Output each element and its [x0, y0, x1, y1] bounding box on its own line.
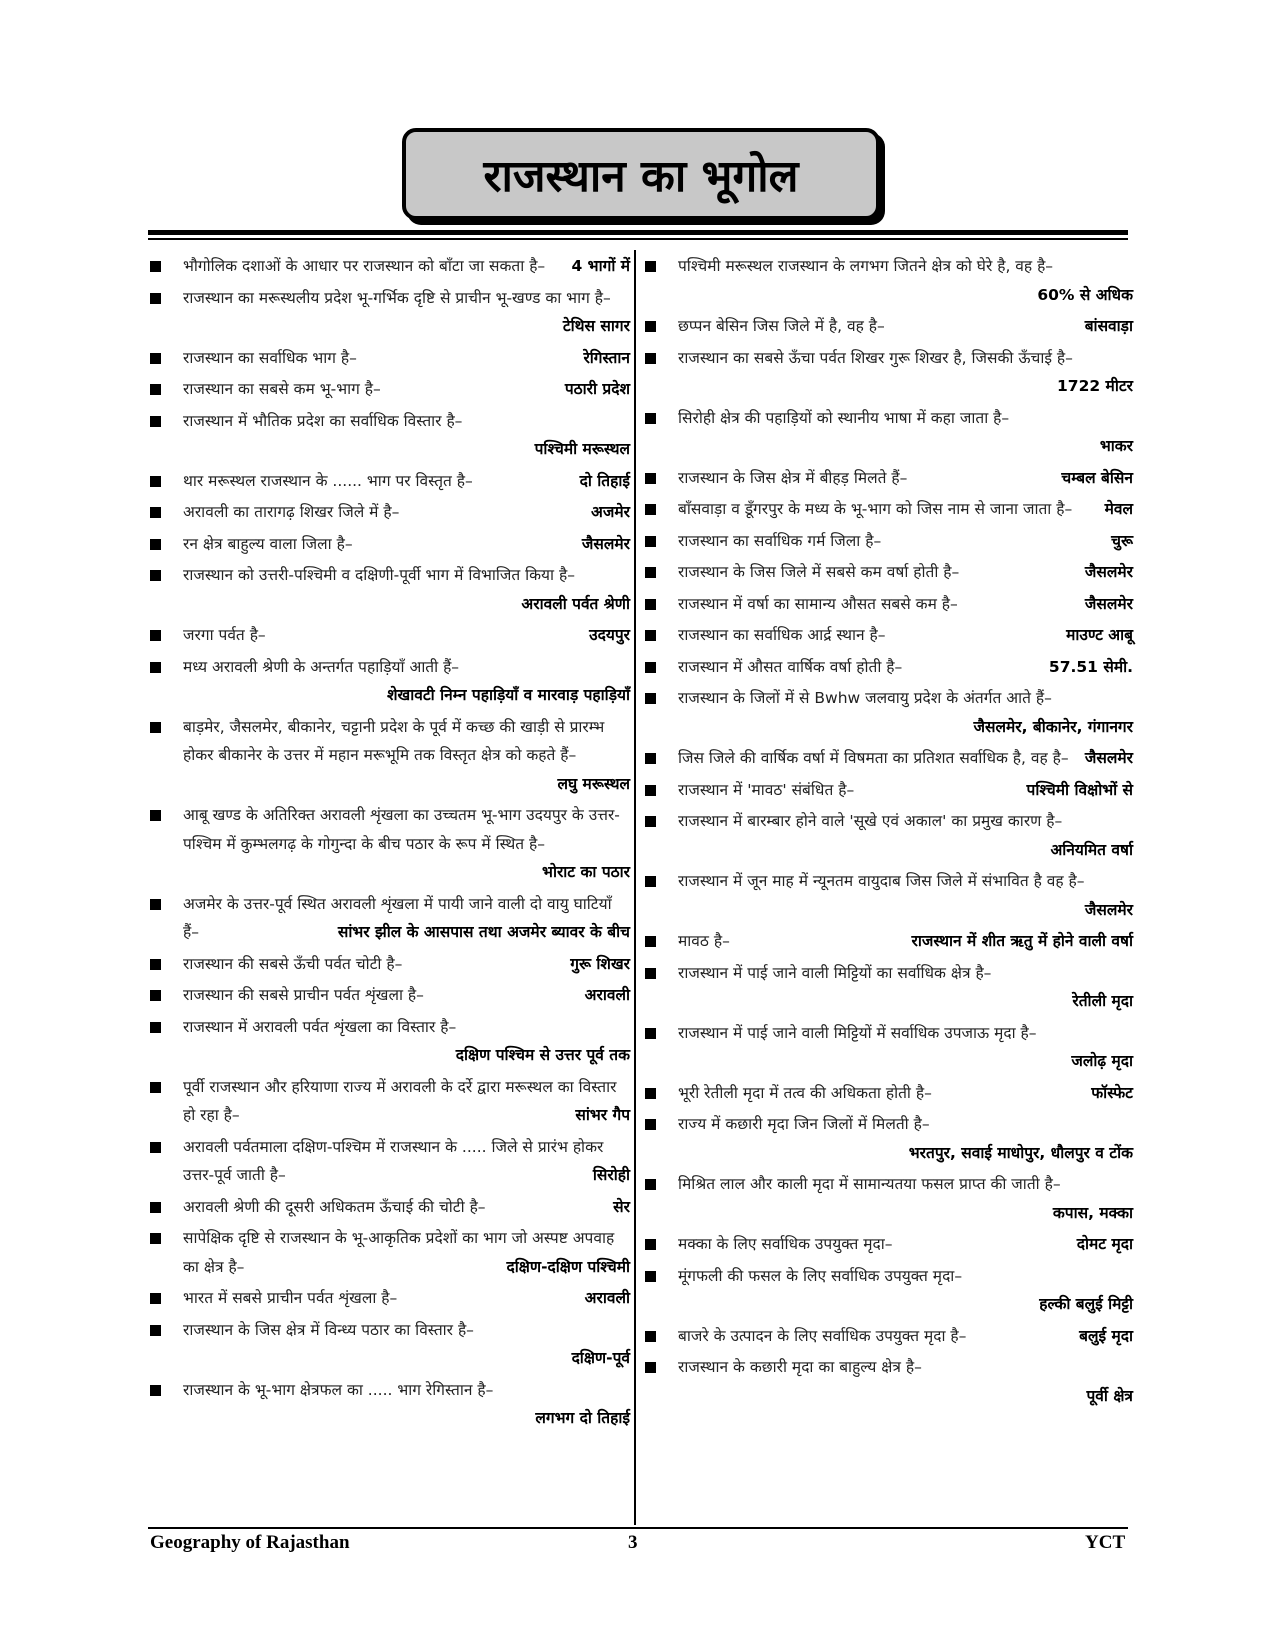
- column-divider: [634, 250, 636, 1525]
- question-text: अजमेर के उत्तर-पूर्व स्थित अरावली शृंखला में पायी जाने वाली दो वायु घाटियाँ हैं–: [183, 894, 612, 941]
- question-text: जिस जिले की वार्षिक वर्षा में विषमता का प्रतिशत सर्वाधिक है, वह है–: [678, 749, 1069, 767]
- question-item: [645, 495, 1133, 524]
- square-bullet-icon: [150, 810, 161, 821]
- question-item: [645, 464, 1133, 493]
- question-item: [645, 1353, 1133, 1410]
- question-item: [645, 344, 1133, 401]
- question-text: अरावली पर्वतमाला दक्षिण-पश्चिम में राजस्थान के ..... जिले से प्रारंभ होकर उत्तर-पूर्व जाती है–: [183, 1137, 604, 1184]
- answer-text: भरतपुर, सवाई माधोपुर, धौलपुर व टोंक: [908, 1143, 1133, 1162]
- square-bullet-icon: [645, 1088, 656, 1099]
- square-bullet-icon: [150, 293, 161, 304]
- question-text: राजस्थान के कछारी मृदा का बाहुल्य क्षेत्र है–: [678, 1358, 922, 1376]
- answer-text: अरावली: [584, 1289, 630, 1307]
- question-text: रन क्षेत्र बाहुल्य वाला जिला है–: [183, 534, 353, 553]
- question-item: [645, 927, 1133, 956]
- square-bullet-icon: [150, 630, 161, 641]
- answer-text: बलुई मृदा: [1079, 1326, 1133, 1345]
- answer-text: शेखावटी निम्न पहाड़ियाँ व मारवाड़ पहाड़ियाँ: [387, 686, 630, 704]
- answer-text: रेगिस्तान: [583, 348, 630, 367]
- square-bullet-icon: [645, 1179, 656, 1190]
- square-bullet-icon: [150, 353, 161, 364]
- answer-text: 60% से अधिक: [1037, 285, 1133, 304]
- question-item: [150, 1316, 630, 1373]
- footer-book-title: Geography of Rajasthan: [150, 1532, 350, 1553]
- answer-text: पठारी प्रदेश: [564, 380, 630, 398]
- question-item: [150, 375, 630, 404]
- right-column: [645, 252, 1133, 1413]
- question-text: राजस्थान के भू-भाग क्षेत्रफल का ..... भाग रेगिस्तान है–: [183, 1380, 494, 1399]
- question-item: [645, 590, 1133, 619]
- square-bullet-icon: [645, 1331, 656, 1342]
- answer-text: फॉस्फेट: [1091, 1083, 1133, 1102]
- question-text: राजस्थान में जून माह में न्यूनतम वायुदाब जिस जिले में संभावित है वह है–: [678, 872, 1085, 890]
- square-bullet-icon: [645, 785, 656, 796]
- square-bullet-icon: [645, 1119, 656, 1130]
- square-bullet-icon: [150, 384, 161, 395]
- question-text: मध्य अरावली श्रेणी के अन्तर्गत पहाड़ियाँ आती हैं–: [183, 657, 460, 676]
- answer-text: सांभर गैप: [575, 1106, 630, 1124]
- question-item: [150, 252, 630, 281]
- question-text: थार मरूस्थल राजस्थान के ...... भाग पर विस्तृत है–: [183, 471, 473, 490]
- answer-text: भाकर: [1099, 437, 1133, 455]
- header-rule: [148, 230, 1128, 235]
- question-text: राजस्थान का मरूस्थलीय प्रदेश भू-गर्भिक दृष्टि से प्राचीन भू-खण्ड का भाग है–: [183, 288, 611, 307]
- question-item: [150, 621, 630, 650]
- question-text: राजस्थान का सबसे ऊँचा पर्वत शिखर गुरू शिखर है, जिसकी ऊँचाई है–: [678, 348, 1073, 367]
- question-item: [150, 1224, 630, 1281]
- square-bullet-icon: [150, 990, 161, 1001]
- question-text: जरगा पर्वत है–: [183, 626, 266, 644]
- question-text: सापेक्षिक दृष्टि से राजस्थान के भू-आकृतिक प्रदेशों का भाग जो अस्पष्ट अपवाह का क्षेत्र है–: [183, 1229, 615, 1276]
- square-bullet-icon: [645, 473, 656, 484]
- answer-text: जैसलमेर: [581, 534, 630, 553]
- question-text: राजस्थान के जिस क्षेत्र में बीहड़ मिलते हैं–: [678, 468, 908, 487]
- question-text: मक्का के लिए सर्वाधिक उपयुक्त मृदा–: [678, 1235, 893, 1253]
- page-title: राजस्थान का भूगोल: [402, 128, 880, 220]
- question-item: [150, 801, 630, 887]
- question-item: [645, 653, 1133, 682]
- square-bullet-icon: [645, 321, 656, 332]
- question-text: मावठ है–: [678, 932, 730, 950]
- question-item: [150, 1133, 630, 1190]
- question-text: भूरी रेतीली मृदा में तत्व की अधिकता होती है–: [678, 1083, 932, 1102]
- question-item: [645, 1262, 1133, 1319]
- question-text: बाँसवाड़ा व डूँगरपुर के मध्य के भू-भाग को जिस नाम से जाना जाता है–: [678, 500, 1073, 518]
- question-item: [645, 621, 1133, 650]
- question-text: अरावली का तारागढ़ शिखर जिले में है–: [183, 503, 400, 521]
- answer-text: 4 भागों में: [571, 257, 630, 275]
- question-item: [150, 530, 630, 559]
- question-text: राजस्थान की सबसे ऊँची पर्वत चोटी है–: [183, 954, 403, 973]
- question-item: [150, 407, 630, 464]
- question-item: [150, 561, 630, 618]
- footer-page-number: 3: [628, 1532, 638, 1553]
- question-text: मूंगफली की फसल के लिए सर्वाधिक उपयुक्त मृदा–: [678, 1266, 963, 1285]
- answer-text: अरावली: [584, 986, 630, 1004]
- question-text: आबू खण्ड के अतिरिक्त अरावली शृंखला का उच्चतम भू-भाग उदयपुर के उत्तर-पश्चिम में कुम्भलगढ़ के गोगुन्दा के बीच पठार के रूप में स्थित है–: [183, 806, 620, 853]
- question-item: [645, 744, 1133, 773]
- question-text: राजस्थान को उत्तरी-पश्चिमी व दक्षिणी-पूर्वी भाग में विभाजित किया है–: [183, 566, 575, 584]
- answer-text: भोराट का पठार: [542, 863, 630, 881]
- answer-text: मेवल: [1104, 500, 1133, 518]
- answer-text: चुरू: [1111, 531, 1133, 550]
- answer-text: बांसवाड़ा: [1084, 317, 1133, 335]
- question-item: [645, 776, 1133, 805]
- answer-text: पश्चिमी मरूस्थल: [534, 440, 630, 458]
- square-bullet-icon: [645, 1028, 656, 1039]
- question-item: [150, 950, 630, 979]
- answer-text: जैसलमेर: [1084, 749, 1133, 767]
- question-item: [645, 1170, 1133, 1227]
- square-bullet-icon: [645, 599, 656, 610]
- question-item: [150, 498, 630, 527]
- question-item: [645, 312, 1133, 341]
- answer-text: गुरू शिखर: [570, 954, 630, 973]
- question-text: राजस्थान में 'मावठ' संबंधित है–: [678, 780, 855, 799]
- question-text: राजस्थान में औसत वार्षिक वर्षा होती है–: [678, 657, 903, 676]
- answer-text: पश्चिमी विक्षोभों से: [1026, 780, 1133, 799]
- square-bullet-icon: [150, 1022, 161, 1033]
- question-text: राजस्थान में अरावली पर्वत शृंखला का विस्तार है–: [183, 1017, 457, 1036]
- square-bullet-icon: [645, 816, 656, 827]
- question-text: बाड़मेर, जैसलमेर, बीकानेर, चट्टानी प्रदेश के पूर्व में कच्छ की खाड़ी से प्रारम्भ होकर बीकानेर के उत्तर में महान मरूभूमि तक विस्तृत क्षेत्र को कहते हैं–: [183, 717, 605, 764]
- question-text: राजस्थान का सर्वाधिक आर्द्र स्थान है–: [678, 626, 886, 644]
- question-text: भौगोलिक दशाओं के आधार पर राजस्थान को बाँटा जा सकता है–: [183, 257, 546, 275]
- question-text: राज्य में कछारी मृदा जिन जिलों में मिलती है–: [678, 1115, 930, 1133]
- question-item: [645, 1230, 1133, 1259]
- square-bullet-icon: [645, 536, 656, 547]
- question-text: बाजरे के उत्पादन के लिए सर्वाधिक उपयुक्त मृदा है–: [678, 1326, 967, 1345]
- question-text: भारत में सबसे प्राचीन पर्वत शृंखला है–: [183, 1289, 398, 1307]
- question-item: [150, 284, 630, 341]
- square-bullet-icon: [150, 476, 161, 487]
- answer-text: राजस्थान में शीत ऋतु में होने वाली वर्षा: [911, 932, 1133, 950]
- question-item: [150, 1073, 630, 1130]
- answer-text: लगभग दो तिहाई: [535, 1409, 630, 1427]
- question-item: [645, 558, 1133, 587]
- question-item: [150, 981, 630, 1010]
- square-bullet-icon: [645, 1362, 656, 1373]
- square-bullet-icon: [150, 539, 161, 550]
- answer-text: दक्षिण-पूर्व: [571, 1349, 630, 1367]
- question-item: [645, 807, 1133, 864]
- answer-text: जैसलमेर: [1084, 563, 1133, 581]
- answer-text: 57.51 सेमी.: [1048, 657, 1133, 676]
- question-item: [645, 959, 1133, 1016]
- square-bullet-icon: [150, 1082, 161, 1093]
- question-item: [645, 527, 1133, 556]
- answer-text: सांभर झील के आसपास तथा अजमेर ब्यावर के बीच: [337, 923, 630, 941]
- square-bullet-icon: [645, 876, 656, 887]
- question-text: पश्चिमी मरूस्थल राजस्थान के लगभग जितने क्षेत्र को घेरे है, वह है–: [678, 257, 1054, 275]
- question-item: [150, 1193, 630, 1222]
- question-item: [645, 1079, 1133, 1108]
- question-text: राजस्थान में भौतिक प्रदेश का सर्वाधिक विस्तार है–: [183, 411, 463, 430]
- question-item: [645, 684, 1133, 741]
- question-item: [645, 1019, 1133, 1076]
- question-item: [150, 467, 630, 496]
- square-bullet-icon: [645, 693, 656, 704]
- question-item: [645, 404, 1133, 461]
- square-bullet-icon: [150, 899, 161, 910]
- question-item: [150, 1284, 630, 1313]
- question-text: अरावली श्रेणी की दूसरी अधिकतम ऊँचाई की चोटी है–: [183, 1197, 486, 1216]
- square-bullet-icon: [645, 353, 656, 364]
- answer-text: अनियमित वर्षा: [1050, 840, 1133, 859]
- question-item: [150, 653, 630, 710]
- square-bullet-icon: [150, 416, 161, 427]
- answer-text: रेतीली मृदा: [1072, 992, 1133, 1010]
- question-text: राजस्थान में पाई जाने वाली मिट्टियों का सर्वाधिक क्षेत्र है–: [678, 963, 992, 982]
- question-item: [645, 1110, 1133, 1167]
- answer-text: टेथिस सागर: [562, 317, 630, 335]
- question-text: राजस्थान के जिस जिले में सबसे कम वर्षा होती है–: [678, 563, 960, 581]
- question-text: छप्पन बेसिन जिस जिले में है, वह है–: [678, 317, 885, 335]
- question-item: [645, 252, 1133, 309]
- question-item: [150, 890, 630, 947]
- answer-text: पूर्वी क्षेत्र: [1086, 1386, 1133, 1405]
- answer-text: दो तिहाई: [579, 471, 630, 490]
- square-bullet-icon: [150, 1325, 161, 1336]
- square-bullet-icon: [645, 1271, 656, 1282]
- square-bullet-icon: [150, 507, 161, 518]
- answer-text: उदयपुर: [589, 626, 630, 644]
- question-item: [150, 344, 630, 373]
- question-text: राजस्थान के जिस क्षेत्र में विन्ध्य पठार का विस्तार है–: [183, 1320, 474, 1339]
- question-item: [150, 1376, 630, 1433]
- answer-text: माउण्ट आबू: [1066, 626, 1133, 644]
- answer-text: 1722 मीटर: [1057, 377, 1133, 395]
- answer-text: लघु मरूस्थल: [557, 774, 630, 793]
- square-bullet-icon: [150, 1233, 161, 1244]
- answer-text: दोमट मृदा: [1076, 1235, 1133, 1253]
- square-bullet-icon: [150, 722, 161, 733]
- answer-text: हल्की बलुई मिट्टी: [1039, 1295, 1133, 1313]
- footer-publisher: YCT: [1085, 1532, 1126, 1553]
- square-bullet-icon: [645, 567, 656, 578]
- question-text: मिश्रित लाल और काली मृदा में सामान्यतया फसल प्राप्त की जाती है–: [678, 1175, 1061, 1193]
- answer-text: अरावली पर्वत श्रेणी: [521, 594, 630, 613]
- square-bullet-icon: [645, 936, 656, 947]
- square-bullet-icon: [645, 630, 656, 641]
- square-bullet-icon: [645, 753, 656, 764]
- question-item: [150, 713, 630, 799]
- question-text: राजस्थान में पाई जाने वाली मिट्टियों में सर्वाधिक उपजाऊ मृदा है–: [678, 1023, 1037, 1042]
- answer-text: चम्बल बेसिन: [1061, 468, 1133, 487]
- square-bullet-icon: [150, 662, 161, 673]
- answer-text: जैसलमेर, बीकानेर, गंगानगर: [973, 717, 1133, 736]
- square-bullet-icon: [150, 261, 161, 272]
- question-text: राजस्थान का सबसे कम भू-भाग है–: [183, 380, 381, 398]
- question-item: [645, 1322, 1133, 1351]
- square-bullet-icon: [150, 959, 161, 970]
- answer-text: सेर: [613, 1197, 630, 1216]
- question-text: राजस्थान का सर्वाधिक भाग है–: [183, 348, 357, 367]
- square-bullet-icon: [150, 1385, 161, 1396]
- answer-text: दक्षिण पश्चिम से उत्तर पूर्व तक: [455, 1046, 630, 1064]
- question-text: पूर्वी राजस्थान और हरियाणा राज्य में अरावली के दर्रे द्वारा मरूस्थल का विस्तार हो रहा है–: [183, 1077, 617, 1124]
- question-text: सिरोही क्षेत्र की पहाड़ियों को स्थानीय भाषा में कहा जाता है–: [678, 408, 1010, 427]
- square-bullet-icon: [645, 968, 656, 979]
- answer-text: जलोढ़ मृदा: [1071, 1052, 1133, 1070]
- header-rule-thin: [148, 238, 1128, 240]
- question-text: राजस्थान के जिलों में से Bwhw जलवायु प्रदेश के अंतर्गत आते हैं–: [678, 689, 1052, 707]
- square-bullet-icon: [645, 504, 656, 515]
- square-bullet-icon: [150, 1202, 161, 1213]
- square-bullet-icon: [150, 570, 161, 581]
- answer-text: दक्षिण-दक्षिण पश्चिमी: [506, 1257, 630, 1276]
- question-item: [150, 1013, 630, 1070]
- answer-text: सिरोही: [592, 1166, 630, 1184]
- answer-text: कपास, मक्का: [1052, 1203, 1133, 1222]
- square-bullet-icon: [645, 1239, 656, 1250]
- square-bullet-icon: [150, 1142, 161, 1153]
- footer-rule: [148, 1527, 1128, 1529]
- square-bullet-icon: [645, 413, 656, 424]
- square-bullet-icon: [645, 662, 656, 673]
- answer-text: अजमेर: [591, 503, 630, 521]
- question-item: [645, 867, 1133, 924]
- left-column: [150, 252, 630, 1436]
- square-bullet-icon: [645, 261, 656, 272]
- square-bullet-icon: [150, 1293, 161, 1304]
- answer-text: जैसलमेर: [1084, 594, 1133, 613]
- answer-text: जैसलमेर: [1084, 900, 1133, 919]
- question-text: राजस्थान की सबसे प्राचीन पर्वत शृंखला है–: [183, 986, 424, 1004]
- question-text: राजस्थान में वर्षा का सामान्य औसत सबसे कम है–: [678, 594, 958, 613]
- question-text: राजस्थान का सर्वाधिक गर्म जिला है–: [678, 531, 882, 550]
- question-text: राजस्थान में बारम्बार होने वाले 'सूखे एवं अकाल' का प्रमुख कारण है–: [678, 812, 1063, 830]
